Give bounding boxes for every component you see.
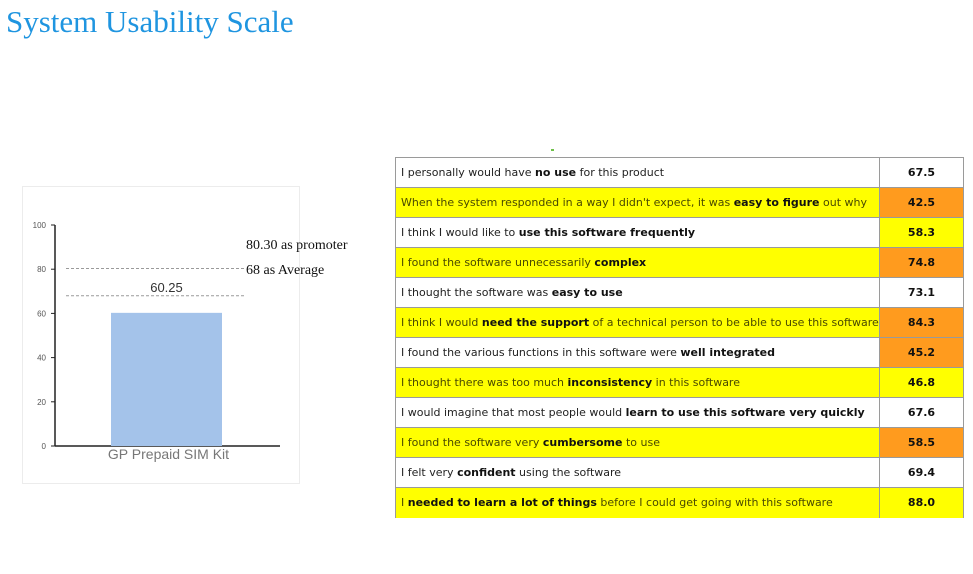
- y-tick-label: 0: [41, 442, 46, 451]
- statement-keyword: well integrated: [680, 346, 776, 359]
- statement-text: I found the various functions in this software were: [401, 346, 681, 359]
- statement-text: I think I would: [401, 316, 482, 329]
- table-row: [396, 368, 964, 398]
- score-cell: 69.4: [880, 458, 964, 488]
- score-cell: 73.1: [880, 278, 964, 308]
- table-row: [396, 218, 964, 248]
- sus-score-table: [395, 157, 964, 518]
- statement-keyword: use this software frequently: [518, 226, 696, 239]
- statement-text: I thought the software was: [401, 286, 552, 299]
- statement-keyword: confident: [457, 466, 516, 479]
- statement-text: out why: [819, 196, 868, 209]
- sus-table-body: [396, 158, 964, 518]
- table-row: [396, 428, 964, 458]
- table-row: [396, 158, 964, 188]
- score-cell: 67.6: [880, 398, 964, 428]
- statement-keyword: no use: [535, 166, 577, 179]
- statement-keyword: easy to figure: [733, 196, 820, 209]
- table-row: [396, 488, 964, 518]
- statement-text: When the system responded in a way I didn't expect, it was: [401, 196, 734, 209]
- statement-cell: [396, 428, 880, 458]
- bar: [111, 313, 222, 446]
- statement-cell: [396, 188, 880, 218]
- table-row: [396, 398, 964, 428]
- table-row: [396, 338, 964, 368]
- y-tick-label: 40: [37, 353, 46, 363]
- x-category-label: GP Prepaid SIM Kit: [107, 446, 230, 462]
- score-cell: 74.8: [880, 248, 964, 278]
- score-cell: 42.5: [880, 188, 964, 218]
- statement-cell: [396, 158, 880, 188]
- statement-text: before I could get going with this software: [596, 496, 833, 510]
- statement-text: using the software: [515, 466, 622, 479]
- score-cell: 84.3: [880, 308, 964, 338]
- average-reference-label: 68 as Average: [246, 263, 325, 278]
- statement-text: I: [401, 496, 408, 510]
- score-cell: 58.5: [880, 428, 964, 458]
- table-row: [396, 248, 964, 278]
- statement-cell: [396, 308, 880, 338]
- statement-keyword: inconsistency: [567, 376, 653, 389]
- statement-text: for this product: [576, 166, 665, 179]
- statement-text: I felt very: [401, 466, 458, 479]
- table-row: [396, 188, 964, 218]
- statement-cell: [396, 398, 880, 428]
- statement-cell: [396, 488, 880, 518]
- table-row: [396, 308, 964, 338]
- score-cell: 46.8: [880, 368, 964, 398]
- statement-text: in this software: [652, 376, 740, 389]
- y-tick-label: 80: [37, 265, 46, 275]
- statement-cell: [396, 338, 880, 368]
- decorative-mark: [551, 149, 554, 151]
- y-tick-label: 100: [32, 221, 46, 230]
- statement-keyword: complex: [594, 256, 647, 269]
- statement-keyword: easy to use: [551, 286, 623, 299]
- statement-text: I found the software unnecessarily: [401, 256, 595, 269]
- statement-text: of a technical person to be able to use this software: [589, 316, 879, 329]
- bar-value-label: 60.25: [150, 279, 183, 295]
- statement-cell: [396, 368, 880, 398]
- statement-cell: [396, 278, 880, 308]
- statement-keyword: cumbersome: [542, 436, 623, 449]
- statement-keyword: need the support: [481, 316, 590, 329]
- statement-text: to use: [622, 436, 660, 449]
- statement-keyword: needed to learn a lot of things: [407, 496, 597, 510]
- score-cell: 45.2: [880, 338, 964, 368]
- score-cell: 88.0: [880, 488, 964, 518]
- table-row: [396, 458, 964, 488]
- statement-text: I would imagine that most people would: [401, 406, 626, 419]
- statement-keyword: learn to use this software very quickly: [625, 406, 865, 419]
- page-title: System Usability Scale: [6, 4, 294, 39]
- statement-cell: [396, 218, 880, 248]
- statement-text: I think I would like to: [401, 226, 519, 239]
- statement-text: I personally would have: [401, 166, 536, 179]
- statement-cell: [396, 458, 880, 488]
- table-row: [396, 278, 964, 308]
- sus-score-table-container: [395, 157, 963, 518]
- statement-text: I found the software very: [401, 436, 543, 449]
- promoter-reference-label: 80.30 as promoter: [246, 238, 348, 253]
- statement-cell: [396, 248, 880, 278]
- y-tick-label: 20: [37, 397, 46, 407]
- y-tick-label: 60: [37, 309, 46, 319]
- score-cell: 58.3: [880, 218, 964, 248]
- statement-text: I thought there was too much: [401, 376, 568, 389]
- score-cell: 67.5: [880, 158, 964, 188]
